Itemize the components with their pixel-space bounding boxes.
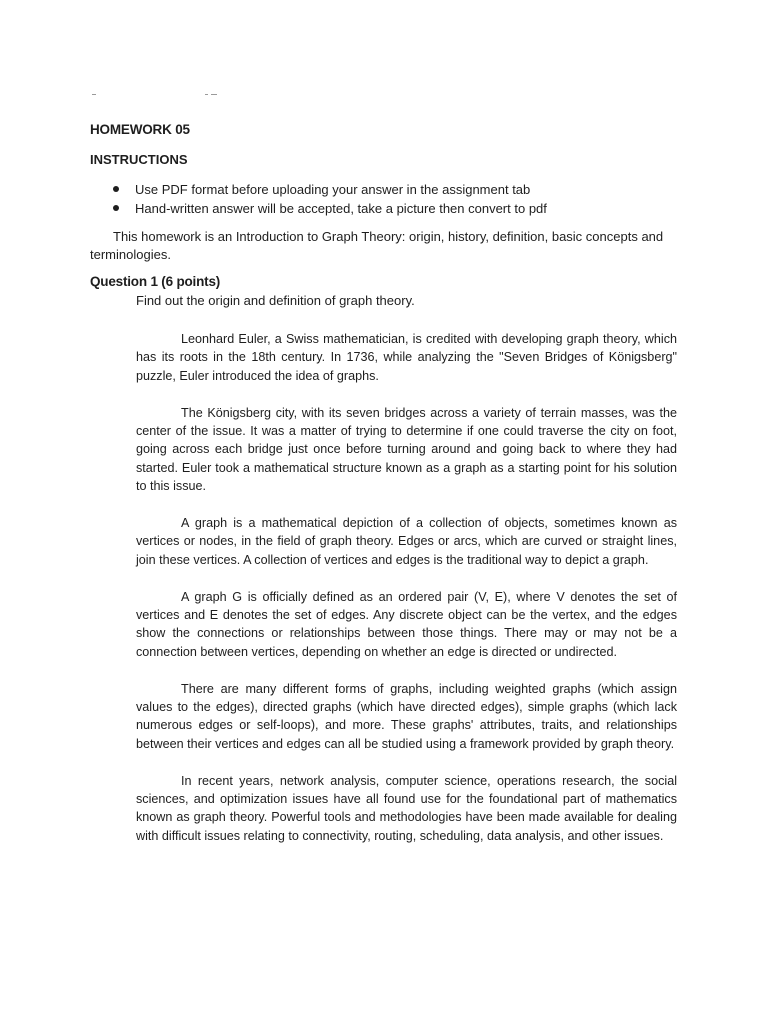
- instruction-text: Use PDF format before uploading your answer in the assignment tab: [135, 182, 531, 197]
- answer-paragraph: In recent years, network analysis, computer science, operations research, the social sciences, and optimization issues have all found use for the foundational part of mathematics known as graph theory. Powerful tools and methodologies have been made available for dealing with difficult issues relating to connectivity, routing, scheduling, data analysis, and other issues.: [136, 773, 677, 843]
- question-title: Question 1 (6 points): [90, 274, 221, 289]
- instructions-list: [90, 180, 547, 218]
- answer-body: [136, 330, 677, 864]
- answer-paragraph: Leonhard Euler, a Swiss mathematician, is credited with developing graph theory, which has its roots in the 18th century. In 1736, while analyzing the "Seven Bridges of Königsberg" puzzle, Euler introduced the idea of graphs.: [136, 332, 677, 383]
- answer-paragraph: A graph is a mathematical depiction of a collection of objects, sometimes known as vertices or nodes, in the field of graph theory. Edges or arcs, which are curved or straight lines, join these vertices. A collection of vertices and edges is the traditional way to depict a graph.: [136, 516, 677, 567]
- question-prompt: Find out the origin and definition of graph theory.: [136, 293, 415, 308]
- instruction-item: [90, 199, 547, 218]
- cropped-header-fragment: [90, 92, 230, 98]
- header-mark: [92, 94, 96, 95]
- instructions-heading: INSTRUCTIONS: [90, 152, 188, 167]
- answer-paragraph: There are many different forms of graphs, including weighted graphs (which assign values to the edges), directed graphs (which have directed edges), simple graphs (which lack numerous edges or self-loops), and more. These graphs' attributes, traits, and relationships between their vertices and edges can all be studied using a framework provided by graph theory.: [136, 681, 677, 751]
- bullet-icon: [113, 186, 119, 192]
- answer-paragraph: A graph G is officially defined as an ordered pair (V, E), where V denotes the set of vertices and E denotes the set of edges. Any discrete object can be the vertex, and the edges show the connections or relationships between those things. There may or may not be a connection between vertices, depending on whether an edge is directed or undirected.: [136, 589, 677, 659]
- header-mark: [205, 94, 208, 95]
- answer-paragraph: The Königsberg city, with its seven bridges across a variety of terrain masses, was the center of the issue. It was a matter of trying to determine if one could traverse the city on foot, going across each bridge just once before turning around and going back to where they had started. Euler took a mathematical structure known as a graph as a starting point for his solution to this issue.: [136, 405, 677, 494]
- bullet-icon: [113, 205, 119, 211]
- header-mark: [211, 94, 217, 95]
- instruction-text: Hand-written answer will be accepted, take a picture then convert to pdf: [135, 201, 547, 216]
- instruction-item: [90, 180, 547, 199]
- homework-title: HOMEWORK 05: [90, 122, 190, 137]
- intro-paragraph: This homework is an Introduction to Graph Theory: origin, history, definition, basic concepts and terminologies.: [90, 229, 664, 262]
